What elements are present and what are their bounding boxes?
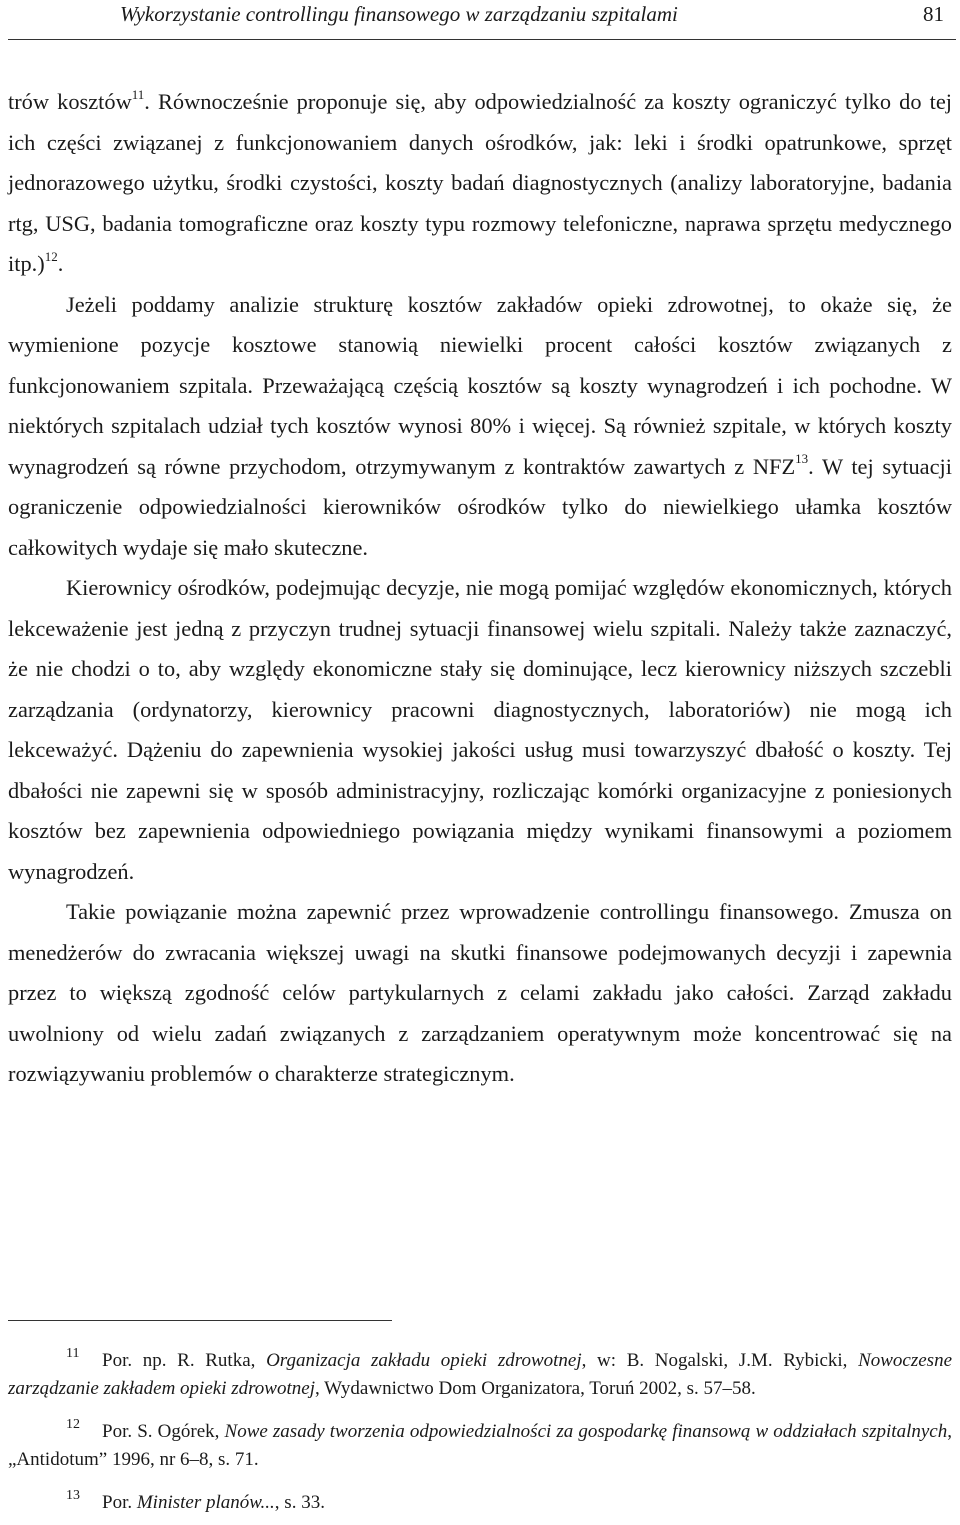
text-run: , Wydawnictwo Dom Organizatora, Toruń 2002, s. 57–58. [314, 1378, 756, 1399]
footnote [8, 1482, 952, 1517]
footnote-number: 12 [66, 1417, 80, 1432]
italic-title: Nowoczesne zarządzanie zakładem opieki zdrowotnej [8, 1350, 952, 1399]
italic-title: Organizacja zakładu opieki zdrowotnej [266, 1350, 582, 1371]
text-run: . [57, 251, 64, 276]
paragraph [8, 892, 952, 1095]
footnote-ref: 12 [44, 248, 58, 264]
italic-title: Nowe zasady tworzenia odpowiedzialności za gospodarkę finansową w oddziałach szpitalnych [224, 1421, 948, 1442]
footnote [8, 1340, 952, 1403]
text-run: Por. np. R. Rutka, [102, 1350, 267, 1371]
text-run: , „Antidotum” 1996, nr 6–8, s. 71. [8, 1421, 952, 1470]
footnote [8, 1411, 952, 1474]
text-run: , s. 33. [274, 1492, 325, 1513]
running-title: Wykorzystanie controllingu finansowego w zarządzaniu szpitalami [120, 2, 678, 26]
paragraph [8, 568, 952, 892]
header-rule [8, 39, 956, 40]
text-run: , w: B. Nogalski, J.M. Rybicki, [581, 1350, 859, 1371]
page-number: 81 [923, 2, 944, 26]
footnote-number: 13 [66, 1488, 80, 1503]
body-text [8, 82, 952, 1095]
text-run: . W tej sytuacji ograniczenie odpowiedzialności kierowników ośrodków tylko do niewielkiego ułamka kosztów całkowitych wydaje się mało skuteczne. [8, 453, 952, 560]
footnote-number: 11 [66, 1346, 80, 1361]
footnote-separator [8, 1320, 392, 1321]
text-run: Por. S. Ogórek, [102, 1421, 225, 1442]
footnote-ref: 11 [131, 86, 145, 102]
paragraph [8, 82, 952, 285]
text-run: trów kosztów [8, 89, 132, 114]
italic-title: Minister planów... [136, 1492, 275, 1513]
text-run: . Równocześnie proponuje się, aby odpowiedzialność za koszty ograniczyć tylko do tej ich części związanej z funkcjonowaniem danych ośrodków, jak: leki i środki opatrunkowe, sprzęt jednorazowego użytku, środki czystości, koszty badań diagnostycznych (analizy laboratoryjne, badania rtg, USG, badania tomograficzne oraz koszty typu rozmowy telefoniczne, naprawa sprzętu medycznego itp.) [8, 89, 952, 276]
paragraph [8, 285, 952, 569]
text-run: Jeżeli poddamy analizie strukturę kosztów zakładów opieki zdrowotnej, to okaże się, że wymienione pozycje kosztowe stanowią niewielki procent całości kosztów związanych z funkcjonowaniem szpitala. Przeważającą częścią kosztów są koszty wynagrodzeń i ich pochodne. W niektórych szpitalach udział tych kosztów wynosi 80% i więcej. Są również szpitale, w których koszty wynagrodzeń są równe przychodom, otrzymywanym z kontraktów zawartych z NFZ [8, 291, 952, 479]
running-header [0, 0, 960, 38]
text-run: Kierownicy ośrodków, podejmując decyzje, nie mogą pomijać względów ekonomicznych, których lekceważenie jest jedną z przyczyn trudnej sytuacji finansowej wielu szpitali. Należy także zaznaczyć, że nie chodzi o to, aby względy ekonomiczne stały się dominujące, lecz kierownicy niższych szczebli zarządzania (ordynatorzy, kierownicy pracowni diagnostycznych, laboratoriów) nie mogą ich lekceważyć. Dążeniu do zapewnienia wysokiej jakości usług musi towarzyszyć dbałość o koszty. Tej dbałości nie zapewni się w sposób administracyjny, rozliczając komórki organizacyjne z poniesionych kosztów bez zapewnienia odpowiedniego powiązania między wynikami finansowymi a poziomem wynagrodzeń. [8, 575, 952, 884]
text-run: Takie powiązanie można zapewnić przez wprowadzenie controllingu finansowego. Zmusza on menedżerów do zwracania większej uwagi na skutki finansowe podejmowanych decyzji i zapewnia przez to większą zgodność celów partykularnych z celami zakładu jako całości. Zarząd zakładu uwolniony od wielu zadań związanych z zarządzaniem operatywnym może koncentrować się na rozwiązywaniu problemów o charakterze strategicznym. [8, 899, 952, 1086]
footnote-ref: 13 [795, 451, 809, 467]
footnotes [8, 1340, 952, 1525]
text-run: Por. [102, 1492, 137, 1513]
